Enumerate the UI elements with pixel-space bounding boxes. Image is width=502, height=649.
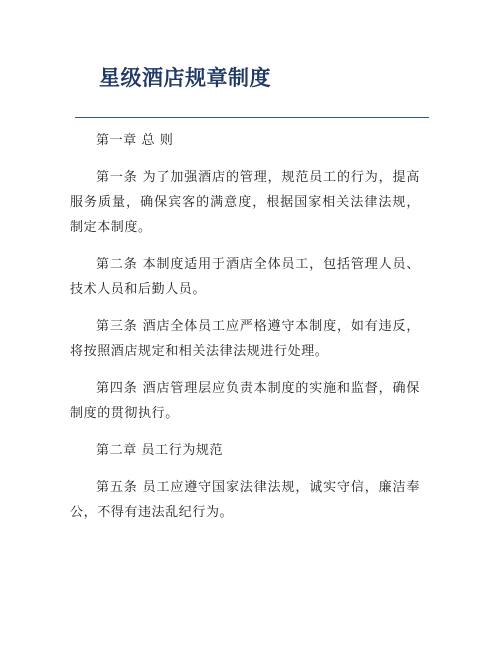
article-2-paragraph: 第二条 本制度适用于酒店全体员工，包括管理人员、技术人员和后勤人员。 [70, 257, 420, 297]
chapter-heading-2: 第二章 员工行为规范 [96, 443, 224, 458]
document-body [70, 120, 420, 537]
article-1-paragraph: 第一条 为了加强酒店的管理，规范员工的行为，提高服务质量，确保宾客的满意度，根据国家相关法律法规，制定本制度。 [70, 170, 420, 235]
document-title: 星级酒店规章制度 [99, 66, 271, 90]
article-3-paragraph: 第三条 酒店全体员工应严格遵守本制度，如有违反，将按照酒店规定和相关法律法规进行处理。 [70, 319, 420, 359]
title-divider [75, 117, 429, 118]
article-4-paragraph: 第四条 酒店管理层应负责本制度的实施和监督，确保制度的贯彻执行。 [70, 381, 420, 421]
article-5-paragraph: 第五条 员工应遵守国家法律法规，诚实守信，廉洁奉公，不得有违法乱纪行为。 [70, 480, 420, 520]
chapter-heading-1: 第一章 总 则 [96, 133, 174, 148]
